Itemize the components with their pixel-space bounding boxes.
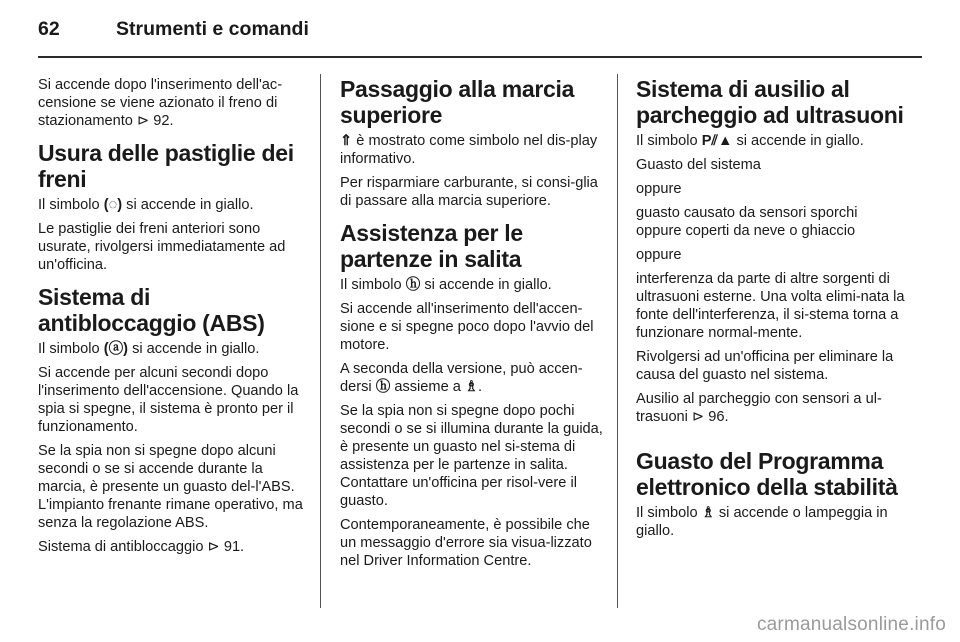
heading-brake-pads: Usura delle pastiglie dei freni xyxy=(38,140,294,192)
heading-esp-fault: Guasto del Programma elettronico della stabilità xyxy=(636,448,898,500)
parking-assist-line-5: interferenza da parte di altre sorgenti di ultrasuoni esterne. Una volta elimi-nata la fonte dell'interferenza, il si-stema torna a funzionare normal-mente. xyxy=(636,271,905,341)
watermark-text: carmanualsonline.info xyxy=(756,614,946,635)
column-3 xyxy=(636,76,906,546)
hill-start-desc-3: Se la spia non si spegne dopo pochi secondi o se si illumina durante la guida, è presente un guasto nel si-stema di assistenza per le partenze in salita. Contattare un'officina per risol-vere il guasto. xyxy=(340,403,603,509)
column-divider-1 xyxy=(320,74,321,608)
text-fragment: è mostrato come simbolo nel dis-play informativo. xyxy=(340,133,598,167)
abs-desc-2: Se la spia non si spegne dopo alcuni secondi o se si accende durante la marcia, è presente un guasto del-l'ABS. L'impianto frenante rimane operativo, ma senza la regolazione ABS. xyxy=(38,443,303,531)
heading-parking-assist: Sistema di ausilio al parcheggio ad ultrasuoni xyxy=(636,76,904,128)
header-rule xyxy=(38,56,922,58)
hill-start-assist-icon: ⓗ xyxy=(375,379,391,395)
brake-pads-desc: Le pastiglie dei freni anteriori sono usurate, rivolgersi immediatamente ad un'officina. xyxy=(38,221,286,273)
parking-sensor-icon: P⫽▲ xyxy=(701,133,733,149)
heading-gear-shift: Passaggio alla marcia superiore xyxy=(340,76,575,128)
text-fragment: si accende in giallo. xyxy=(122,197,254,213)
heading-abs: Sistema di antibloccaggio (ABS) xyxy=(38,284,265,336)
hill-start-desc-1: Si accende all'inserimento dell'accen-sione e si spegne poco dopo l'avvio del motore. xyxy=(340,301,594,353)
text-fragment: si accende in giallo. xyxy=(420,277,552,293)
page-number: 62 xyxy=(38,18,60,40)
text-fragment: Il simbolo xyxy=(38,341,104,357)
page-header xyxy=(38,18,922,48)
gear-shift-symbol-text xyxy=(340,132,608,168)
parking-assist-line-6: Rivolgersi ad un'officina per eliminare la causa del guasto nel sistema. xyxy=(636,349,894,383)
column-divider-2 xyxy=(617,74,618,608)
parking-assist-line-1: Guasto del sistema xyxy=(636,157,761,173)
parking-assist-line-4: oppure xyxy=(636,247,682,263)
esp-symbol-text xyxy=(636,504,906,540)
text-fragment: si accende in giallo. xyxy=(732,133,864,149)
hill-start-desc-2 xyxy=(340,360,608,396)
abs-warning-icon: (ⓐ) xyxy=(103,341,129,357)
brake-pad-warning-icon: (◌) xyxy=(103,197,123,213)
text-fragment: si accende o lampeggia in giallo. xyxy=(636,505,888,539)
gear-shift-desc: Per risparmiare carburante, si consi-glia di passare alla marcia superiore. xyxy=(340,175,598,209)
text-fragment: Il simbolo xyxy=(636,133,702,149)
abs-reference: Sistema di antibloccaggio ⊳ 91. xyxy=(38,539,245,555)
hill-start-desc-4: Contemporaneamente, è possibile che un messaggio d'errore sia visua-lizzato nel Driver Information Centre. xyxy=(340,517,592,569)
parking-assist-line-3: guasto causato da sensori sporchi oppure coperti da neve o ghiaccio xyxy=(636,205,858,239)
esp-warning-icon: ♗ xyxy=(701,505,715,521)
text-fragment: . xyxy=(478,379,483,395)
column-1 xyxy=(38,76,306,562)
parking-assist-symbol-text xyxy=(636,132,906,150)
esp-warning-icon: ♗ xyxy=(464,379,479,395)
text-fragment: Il simbolo xyxy=(340,277,406,293)
upshift-arrow-icon: ⇑ xyxy=(340,133,353,149)
page-title: Strumenti e comandi xyxy=(116,18,309,40)
hill-start-symbol-text xyxy=(340,276,608,294)
abs-symbol-text xyxy=(38,340,306,358)
parking-assist-line-2: oppure xyxy=(636,181,682,197)
parking-brake-note: Si accende dopo l'inserimento dell'ac-censione se viene azionato il freno di stazionamento ⊳ 92. xyxy=(38,77,283,129)
column-2 xyxy=(340,76,608,576)
parking-assist-reference: Ausilio al parcheggio con sensori a ul-trasuoni ⊳ 96. xyxy=(636,391,882,425)
brake-pads-symbol-text xyxy=(38,196,306,214)
heading-hill-start: Assistenza per le partenze in salita xyxy=(340,220,523,272)
text-fragment: Il simbolo xyxy=(636,505,702,521)
hill-start-assist-icon: ⓗ xyxy=(405,277,421,293)
text-fragment: si accende in giallo. xyxy=(128,341,260,357)
text-fragment: Il simbolo xyxy=(38,197,104,213)
text-fragment: A seconda della versione, può accen-dersi xyxy=(340,361,583,395)
abs-desc-1: Si accende per alcuni secondi dopo l'inserimento dell'accensione. Quando la spia si spegne, il sistema è pronto per il funzionamento. xyxy=(38,365,299,435)
text-fragment: assieme a xyxy=(390,379,465,395)
